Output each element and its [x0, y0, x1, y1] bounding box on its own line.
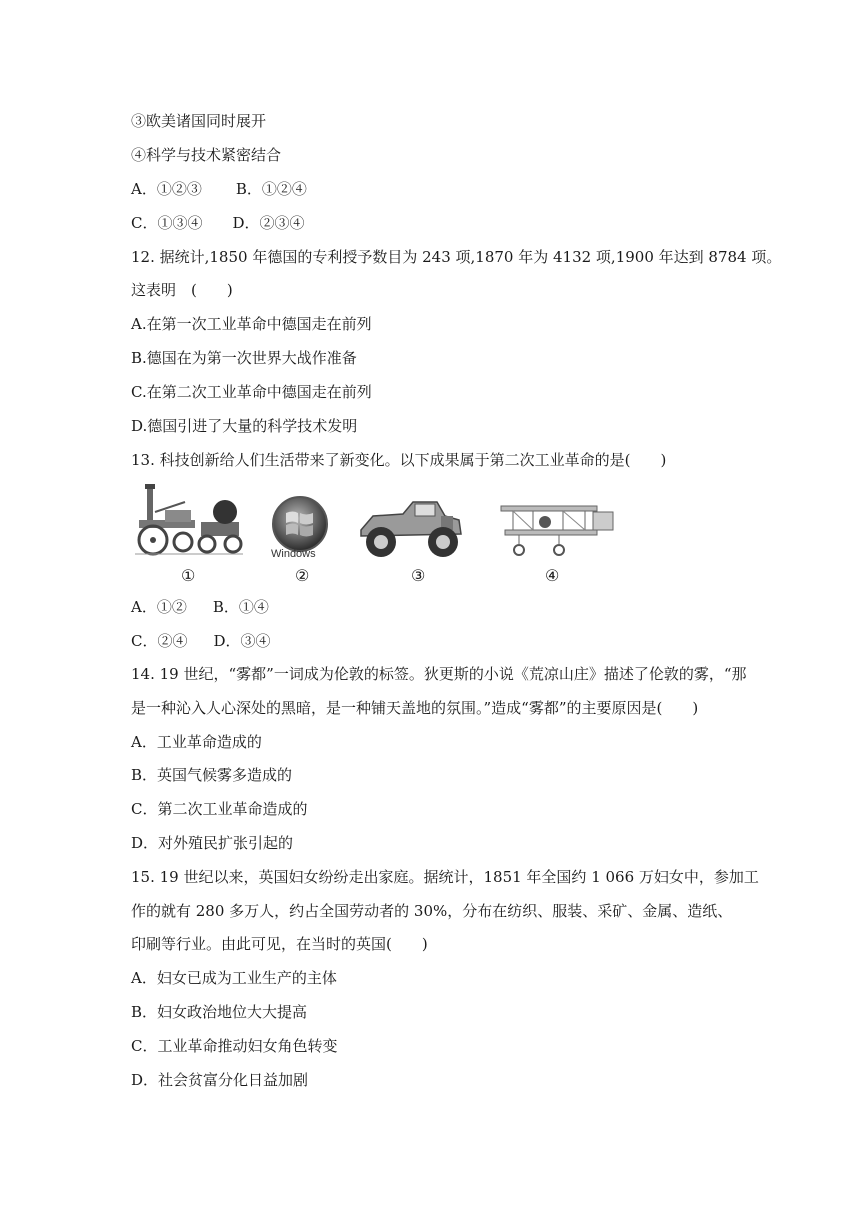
q12-option-d[interactable]: D.德国引进了大量的科学技术发明	[131, 417, 358, 435]
windows-logo-caption: Windows	[271, 548, 316, 560]
q12-option-c[interactable]: C.在第二次工业革命中德国走在前列	[131, 383, 372, 401]
q13-options-row1	[131, 597, 269, 617]
q13-option-d[interactable]: D．③④	[213, 632, 271, 650]
q13-image-label-4: ④	[545, 566, 560, 585]
q14-option-c[interactable]: C．第二次工业革命造成的	[131, 800, 308, 818]
q13-options-row2	[131, 631, 271, 651]
q13-image-label-1: ①	[181, 566, 196, 585]
q12-option-b[interactable]: B.德国在为第一次世界大战作准备	[131, 349, 357, 367]
q11-item-4: ④科学与技术紧密结合	[131, 146, 282, 164]
q13-option-a[interactable]: A．①②	[131, 598, 187, 616]
q11-option-a[interactable]: A．①②③	[131, 180, 202, 198]
q15-option-c[interactable]: C．工业革命推动妇女角色转变	[131, 1037, 338, 1055]
q13-option-c[interactable]: C．②④	[131, 632, 188, 650]
vintage-car-icon	[355, 486, 467, 562]
q15-option-d[interactable]: D．社会贫富分化日益加剧	[131, 1071, 309, 1089]
q12-stem-line1: 12. 据统计,1850 年德国的专利授予数目为 243 项,1870 年为 4132 项,1900 年达到 8784 项。	[131, 248, 782, 266]
q14-stem-line2: 是一种沁入人心深处的黑暗，是一种铺天盖地的氛围。”造成“雾都”的主要原因是( )	[131, 699, 699, 717]
q11-options-row2	[131, 213, 305, 233]
q15-stem-line3: 印刷等行业。由此可见，在当时的英国( )	[131, 935, 428, 953]
q14-stem-line1: 14. 19 世纪，“雾都”一词成为伦敦的标签。狄更斯的小说《荒凉山庄》描述了伦敦的雾，“那	[131, 665, 747, 683]
biplane-icon	[499, 498, 615, 562]
steam-locomotive-icon	[135, 482, 243, 558]
q11-option-d[interactable]: D．②③④	[232, 214, 305, 232]
q13-image-label-2: ②	[295, 566, 310, 585]
q11-item-3: ③欧美诸国同时展开	[131, 112, 267, 130]
q15-stem-line1: 15. 19 世纪以来，英国妇女纷纷走出家庭。据统计，1851 年全国约 1 066 万妇女中，参加工	[131, 868, 759, 886]
q14-option-d[interactable]: D．对外殖民扩张引起的	[131, 834, 294, 852]
q13-stem: 13. 科技创新给人们生活带来了新变化。以下成果属于第二次工业革命的是( )	[131, 451, 667, 469]
q14-option-b[interactable]: B．英国气候雾多造成的	[131, 766, 293, 784]
q13-image-row	[131, 482, 621, 586]
q15-option-b[interactable]: B．妇女政治地位大大提高	[131, 1003, 308, 1021]
q15-option-a[interactable]: A．妇女已成为工业生产的主体	[131, 969, 337, 987]
q15-stem-line2: 作的就有 280 多万人，约占全国劳动者的 30%，分布在纺织、服装、采矿、金属、造纸、	[131, 902, 733, 920]
q11-option-b[interactable]: B．①②④	[235, 180, 307, 198]
q11-options-row1	[131, 179, 307, 199]
q12-stem-line2: 这表明 ( )	[131, 281, 233, 299]
q13-option-b[interactable]: B．①④	[212, 598, 269, 616]
q13-image-label-3: ③	[411, 566, 426, 585]
q12-option-a[interactable]: A.在第一次工业革命中德国走在前列	[131, 315, 372, 333]
q11-option-c[interactable]: C．①③④	[131, 214, 203, 232]
q14-option-a[interactable]: A．工业革命造成的	[131, 733, 262, 751]
